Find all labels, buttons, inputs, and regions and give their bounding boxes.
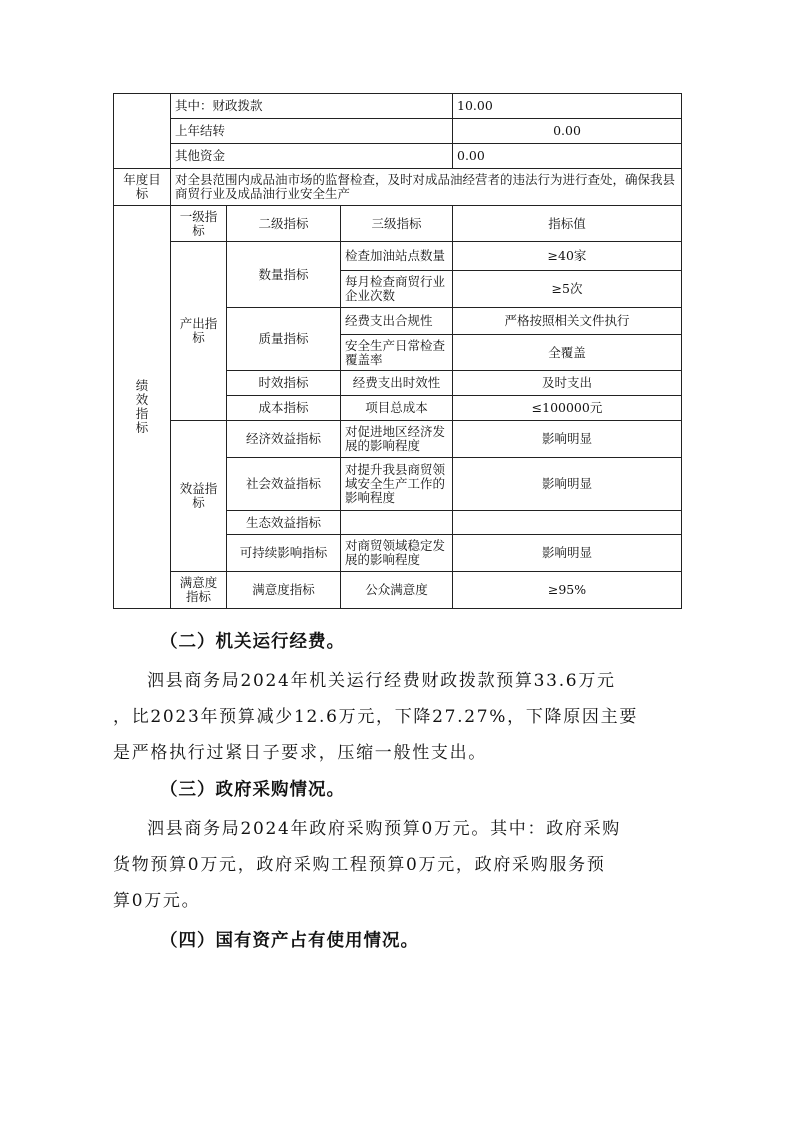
paragraph-line: 是严格执行过紧日子要求，压缩一般性支出。 [113,743,487,763]
level3-cell: 对促进地区经济发展的影响程度 [341,421,453,458]
level2-sustainable: 可持续影响指标 [227,535,341,572]
header-level1: 一级指标 [171,206,227,242]
paragraph-line: 泗县商务局2024年政府采购预算0万元。其中：政府采购 [147,819,621,839]
level2-timeliness: 时效指标 [227,371,341,396]
section-heading-operating-expenses: （二）机关运行经费。 [160,632,345,652]
level3-cell: 检查加油站点数量 [341,242,453,271]
blank-cell [114,94,171,169]
paragraph-line: 泗县商务局2024年机关运行经费财政拨款预算33.6万元 [147,671,616,691]
group-benefit: 效益指标 [171,421,227,572]
header-value: 指标值 [453,206,682,242]
value-cell: ≥40家 [453,242,682,271]
performance-indicator-label: 绩效指标 [114,206,171,609]
annual-goal-label: 年度目标 [114,169,171,206]
level2-satisfaction: 满意度指标 [227,572,341,609]
value-cell: 影响明显 [453,535,682,572]
level2-economic: 经济效益指标 [227,421,341,458]
level3-cell: 经费支出合规性 [341,308,453,335]
level2-ecological: 生态效益指标 [227,511,341,535]
section-heading-procurement: （三）政府采购情况。 [160,780,345,800]
level3-cell: 对商贸领域稳定发展的影响程度 [341,535,453,572]
level3-cell: 每月检查商贸行业企业次数 [341,271,453,308]
fund-label-carryover: 上年结转 [171,119,453,144]
fund-value-financial: 10.00 [453,94,682,119]
value-cell: 影响明显 [453,421,682,458]
level3-cell: 项目总成本 [341,396,453,421]
level3-cell: 安全生产日常检查覆盖率 [341,335,453,371]
level3-cell [341,511,453,535]
group-satisfaction: 满意度指标 [171,572,227,609]
fund-label-financial: 其中：财政拨款 [171,94,453,119]
value-cell: 严格按照相关文件执行 [453,308,682,335]
annual-goal-text: 对全县范围内成品油市场的监督检查，及时对成品油经营者的违法行为进行查处，确保我县商贸行业及成品油行业安全生产 [171,169,682,206]
paragraph-line: 算0万元。 [113,891,201,911]
level2-quantity: 数量指标 [227,242,341,308]
value-cell: ≤100000元 [453,396,682,421]
paragraph-line: 货物预算0万元，政府采购工程预算0万元，政府采购服务预 [113,855,606,875]
level2-social: 社会效益指标 [227,458,341,511]
section-heading-state-assets: （四）国有资产占有使用情况。 [160,931,419,951]
value-cell [453,511,682,535]
value-cell: ≥95% [453,572,682,609]
value-cell: 全覆盖 [453,335,682,371]
value-cell: ≥5次 [453,271,682,308]
fund-value-carryover: 0.00 [453,119,682,144]
header-level3: 三级指标 [341,206,453,242]
level2-cost: 成本指标 [227,396,341,421]
level3-cell: 对提升我县商贸领域安全生产工作的影响程度 [341,458,453,511]
performance-table [113,93,682,609]
header-level2: 二级指标 [227,206,341,242]
level2-quality: 质量指标 [227,308,341,371]
fund-label-other: 其他资金 [171,144,453,169]
fund-value-other: 0.00 [453,144,682,169]
value-cell: 影响明显 [453,458,682,511]
paragraph-line: ，比2023年预算减少12.6万元，下降27.27%，下降原因主要 [113,707,639,727]
level3-cell: 经费支出时效性 [341,371,453,396]
group-output: 产出指标 [171,242,227,421]
level3-cell: 公众满意度 [341,572,453,609]
value-cell: 及时支出 [453,371,682,396]
